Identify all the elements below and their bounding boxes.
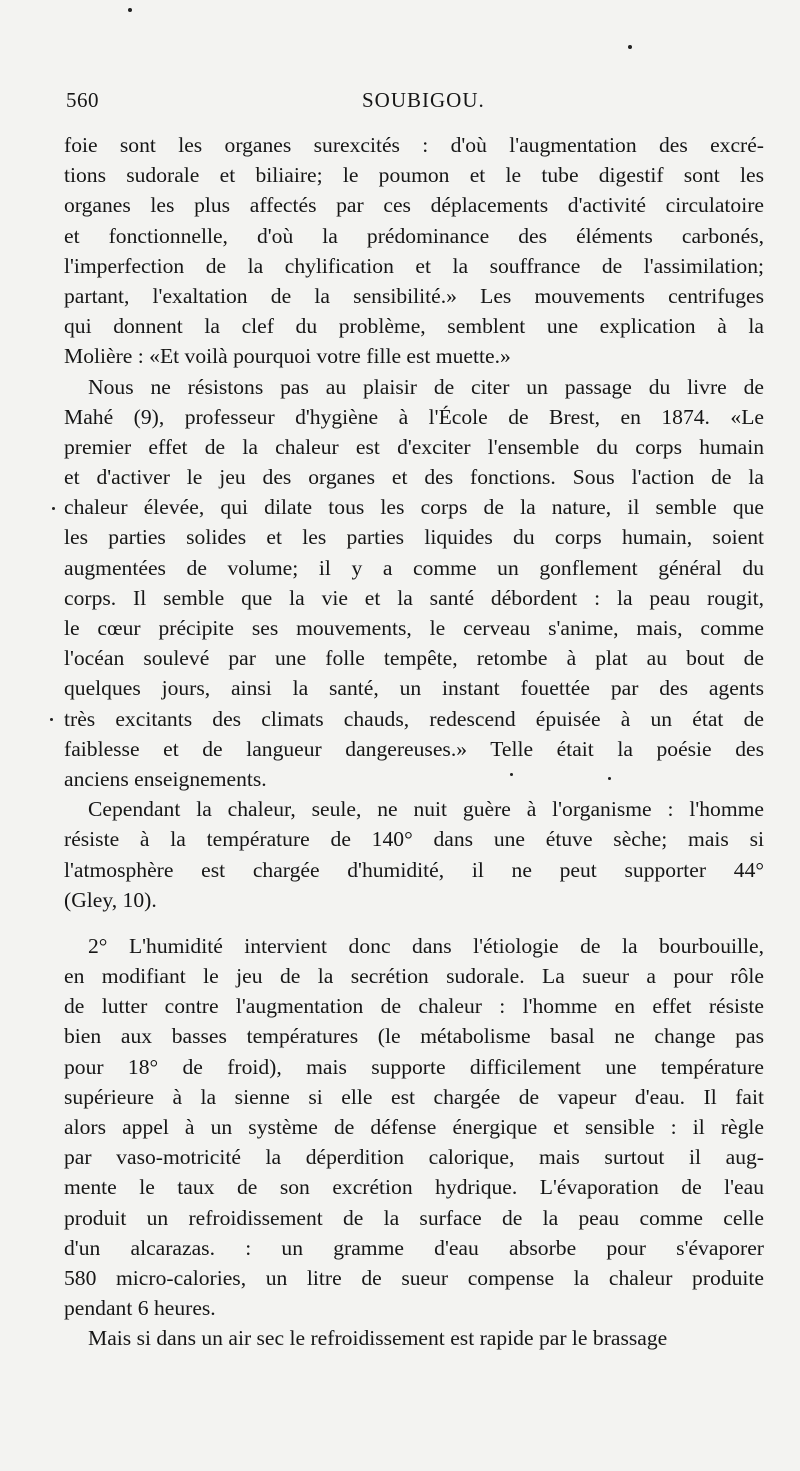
text-line: les parties solides et les parties liquides du corps humain, soient — [64, 525, 764, 550]
text-line: corps. Il semble que la vie et la santé débordent : la peau rougit, — [64, 585, 764, 610]
text-line: faiblesse et de langueur dangereuses.» Telle était la poésie des — [64, 736, 764, 761]
ink-speck — [50, 718, 53, 721]
text-line: anciens enseignements. — [64, 766, 267, 791]
text-line: (Gley, 10). — [64, 887, 157, 912]
text-line: Mahé (9), professeur d'hygiène à l'École de Brest, en 1874. «Le — [64, 404, 764, 429]
text-line: mente le taux de son excrétion hydrique. L'évaporation de l'eau — [64, 1175, 764, 1200]
paragraph-gap — [64, 915, 764, 931]
text-line: bien aux basses températures (le métabolisme basal ne change pas — [64, 1024, 764, 1049]
text-line: résiste à la température de 140° dans une étuve sèche; mais si — [64, 827, 764, 852]
text-line: 2° L'humidité intervient donc dans l'étiologie de la bourbouille, — [88, 933, 764, 958]
text-line: chaleur élevée, qui dilate tous les corps de la nature, il semble que — [64, 495, 764, 520]
page-number: 560 — [66, 88, 99, 112]
text-line: augmentées de volume; il y a comme un gonflement général du — [64, 555, 764, 580]
text-line: quelques jours, ainsi la santé, un instant fouettée par des agents — [64, 676, 764, 701]
text-line: Nous ne résistons pas au plaisir de citer un passage du livre de — [88, 374, 764, 399]
paragraph — [64, 794, 764, 915]
text-line: tions sudorale et biliaire; le poumon et le tube digestif sont les — [64, 163, 764, 188]
text-line: premier effet de la chaleur est d'exciter l'ensemble du corps humain — [64, 434, 764, 459]
paragraph — [64, 931, 764, 1323]
text-line: très excitants des climats chauds, redescend épuisée à un état de — [64, 706, 764, 731]
text-line: de lutter contre l'augmentation de chaleur : l'homme en effet résiste — [64, 994, 764, 1019]
paragraph — [64, 1323, 764, 1353]
ink-speck — [128, 8, 132, 12]
text-line: foie sont les organes surexcités : d'où l'augmentation des excré- — [64, 133, 764, 157]
text-line: pendant 6 heures. — [64, 1296, 216, 1321]
text-line: en modifiant le jeu de la secrétion sudorale. La sueur a pour rôle — [64, 964, 764, 989]
text-line: Cependant la chaleur, seule, ne nuit guère à l'organisme : l'homme — [88, 797, 764, 822]
text-line: par vaso-motricité la déperdition calorique, mais surtout il aug- — [64, 1145, 764, 1170]
text-line: l'atmosphère est chargée d'humidité, il ne peut supporter 44° — [64, 857, 764, 882]
text-line: supérieure à la sienne si elle est chargée de vapeur d'eau. Il fait — [64, 1084, 764, 1109]
text-line: pour 18° de froid), mais supporte difficilement une température — [64, 1054, 764, 1079]
running-head-title: SOUBIGOU. — [362, 88, 485, 112]
text-line: l'imperfection de la chylification et la souffrance de l'assimilation; — [64, 253, 764, 278]
text-line: et fonctionnelle, d'où la prédominance des éléments carbonés, — [64, 223, 764, 248]
text-line: Mais si dans un air sec le refroidissement est rapide par le brassage — [88, 1326, 668, 1351]
text-line: l'océan soulevé par une folle tempête, retombe à plat au bout de — [64, 646, 764, 671]
text-line: produit un refroidissement de la surface de la peau comme celle — [64, 1205, 764, 1230]
text-line: partant, l'exaltation de la sensibilité.» Les mouvements centrifuges — [64, 283, 764, 308]
text-line: le cœur précipite ses mouvements, le cerveau s'anime, mais, comme — [64, 616, 764, 640]
ink-speck — [628, 45, 632, 49]
paragraph — [64, 130, 764, 372]
text-line: et d'activer le jeu des organes et des fonctions. Sous l'action de la — [64, 465, 764, 490]
text-line: Molière : «Et voilà pourquoi votre fille est muette.» — [64, 344, 511, 369]
text-line: qui donnent la clef du problème, semblent une explication à la — [64, 314, 764, 339]
ink-speck — [52, 507, 55, 510]
paragraph — [64, 372, 764, 795]
text-line: organes les plus affectés par ces déplacements d'activité circulatoire — [64, 193, 764, 218]
text-line: alors appel à un système de défense énergique et sensible : il règle — [64, 1115, 764, 1139]
text-line: 580 micro-calories, un litre de sueur compense la chaleur produite — [64, 1265, 764, 1290]
running-header — [66, 88, 760, 120]
body-text — [64, 130, 764, 1354]
text-line: d'un alcarazas. : un gramme d'eau absorbe pour s'évaporer — [64, 1235, 764, 1260]
